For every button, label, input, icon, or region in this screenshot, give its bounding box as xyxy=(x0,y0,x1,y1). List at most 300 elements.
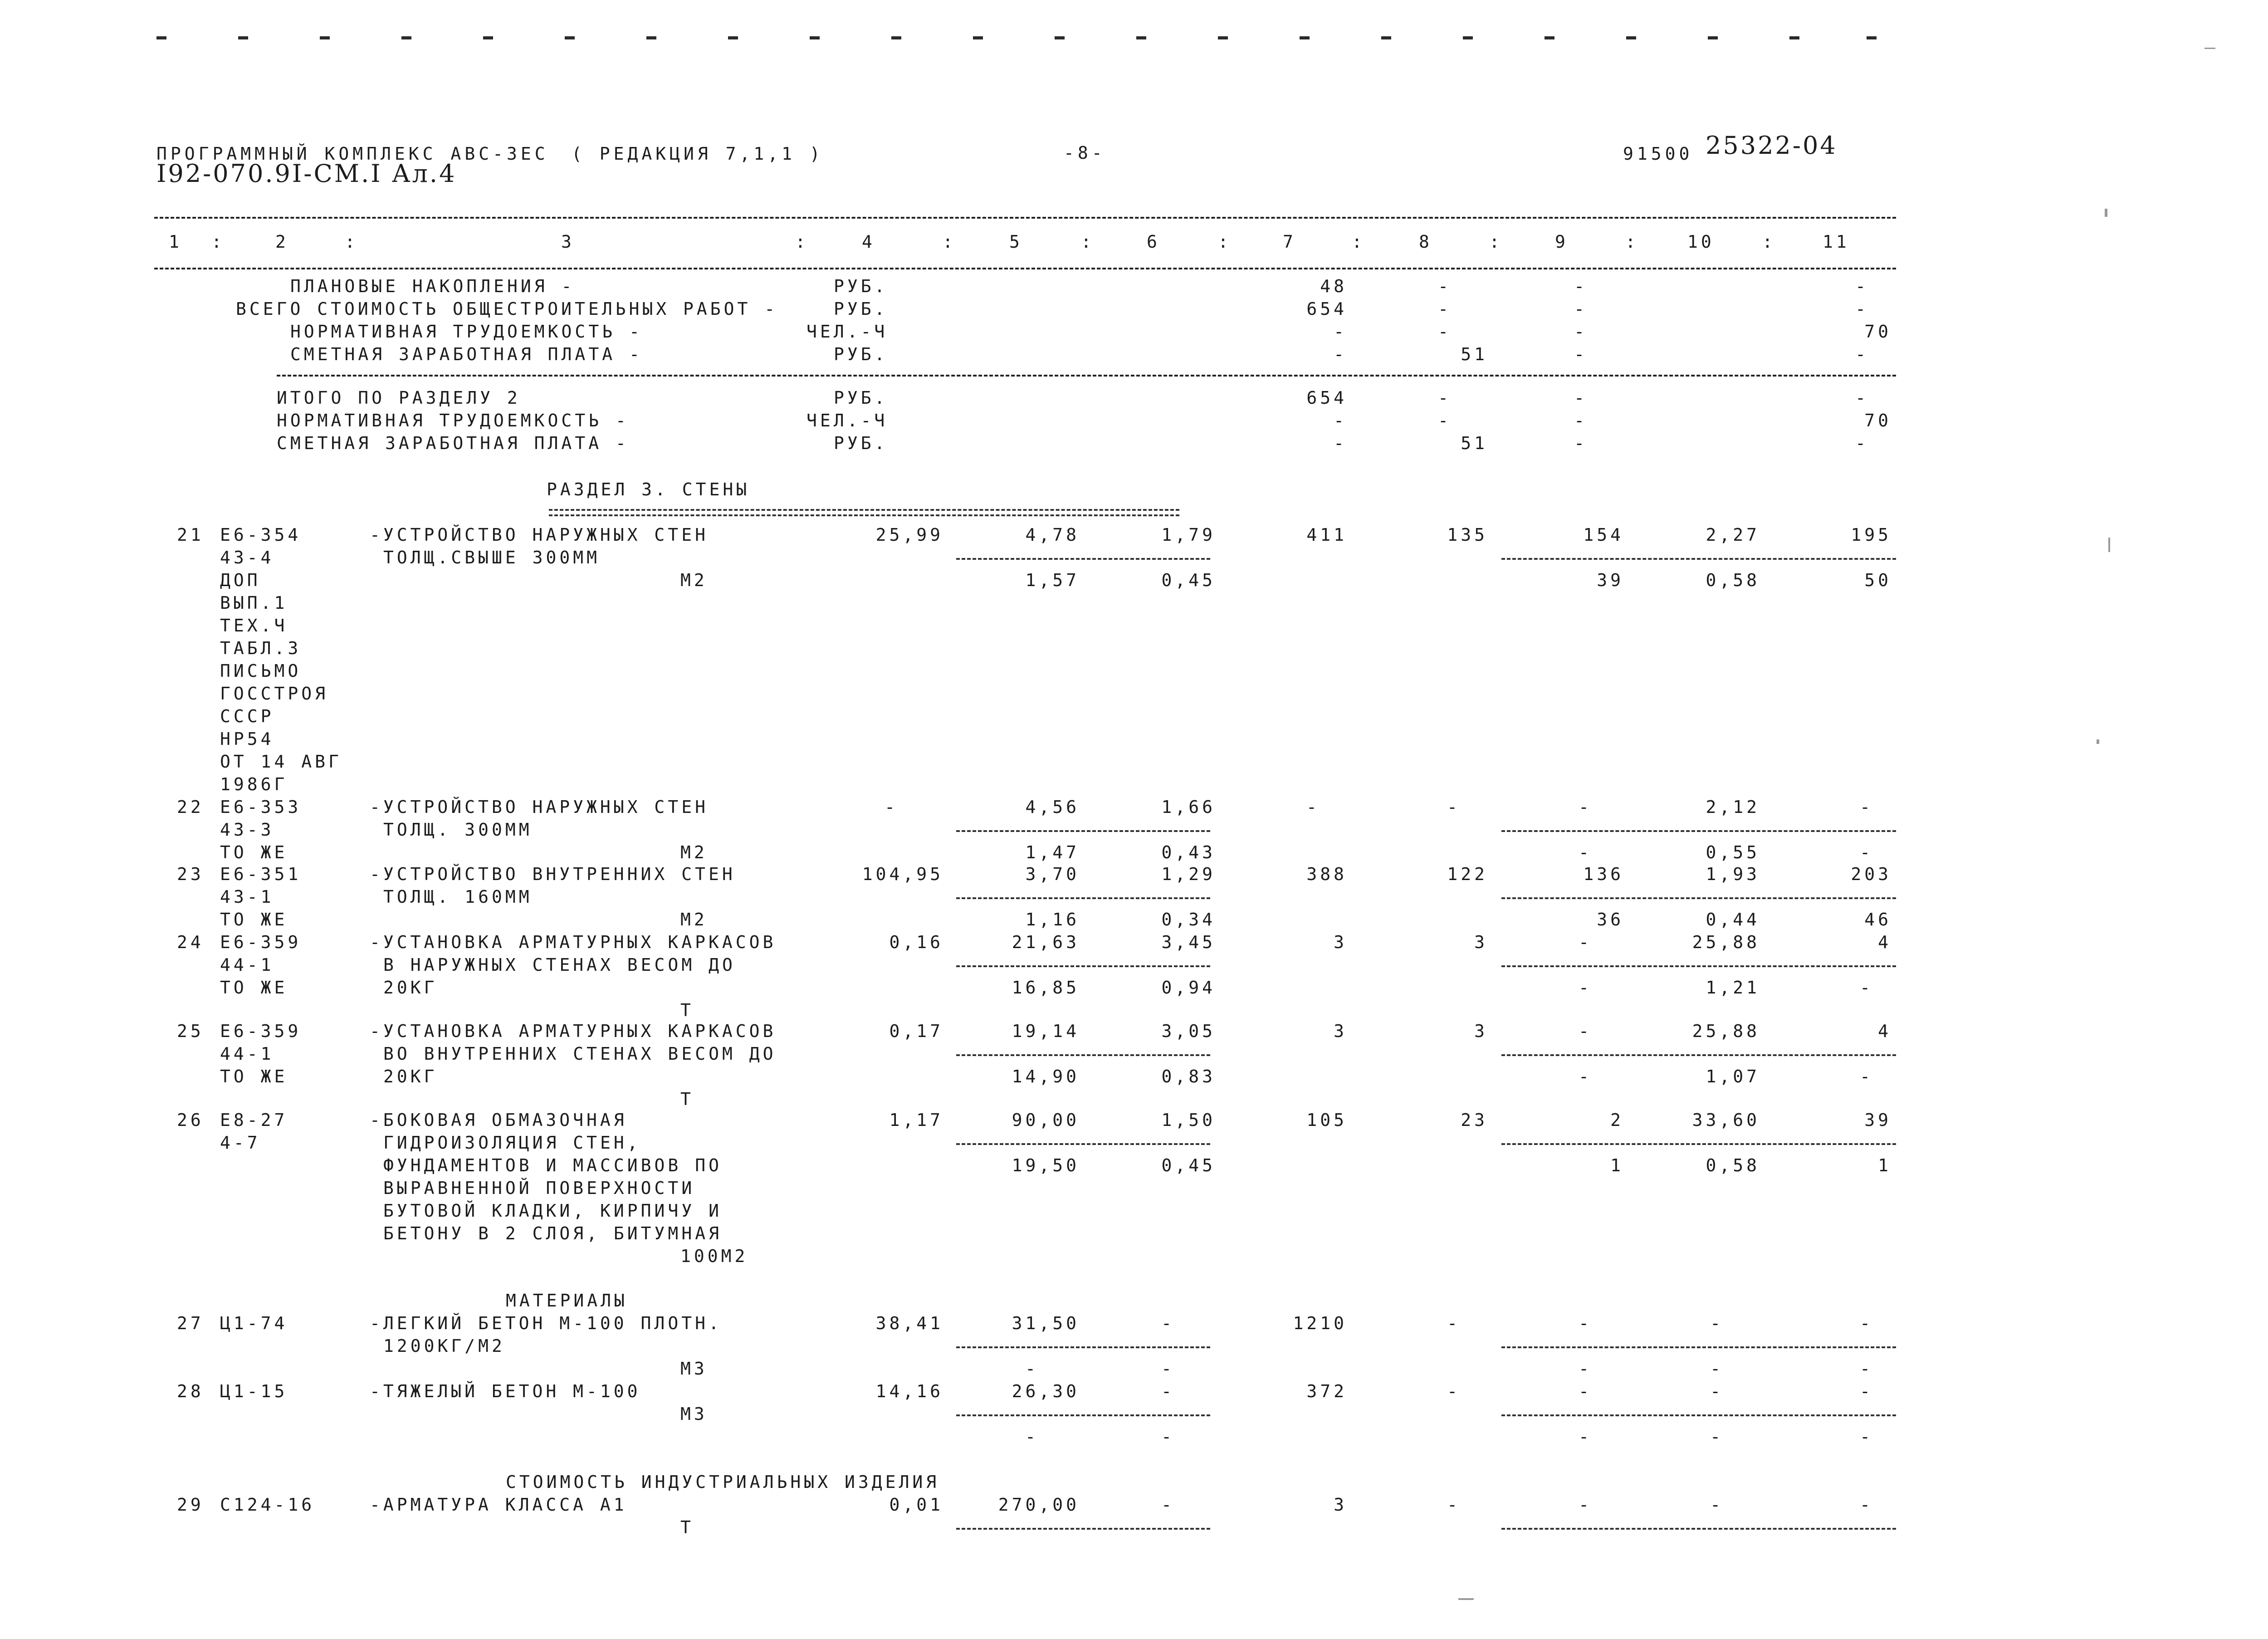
machine-total: - xyxy=(1579,1021,1592,1041)
machinist-labor-total: 46 xyxy=(1864,910,1892,930)
machine-total-wage: 1 xyxy=(1610,1155,1624,1175)
underline xyxy=(956,1054,1210,1056)
labor-unit: 25,88 xyxy=(1692,932,1760,952)
machinist-labor-total: 50 xyxy=(1864,570,1892,590)
dash-mark xyxy=(1463,36,1473,39)
dash-mark xyxy=(1626,36,1636,39)
dash-mark xyxy=(728,36,738,39)
dash-mark xyxy=(1055,36,1065,39)
colon-sep: : xyxy=(1218,232,1232,252)
unit-cost: 270,00 xyxy=(998,1495,1080,1515)
section-title: РАЗДЕЛ 3. СТЕНЫ xyxy=(547,479,750,499)
labor-total: - xyxy=(1860,797,1873,817)
underline xyxy=(956,558,1210,560)
underline xyxy=(1501,1346,1896,1348)
unit-cost: 19,14 xyxy=(1012,1021,1080,1041)
machine-cost: 1,47 xyxy=(1025,842,1080,862)
summary-value: 51 xyxy=(1461,344,1488,364)
item-unit: М2 xyxy=(680,910,708,930)
wage-cost: 3,05 xyxy=(1161,1021,1216,1041)
machine-total-wage: 39 xyxy=(1597,570,1624,590)
item-number: 24 xyxy=(177,932,204,952)
item-code: 43-4 xyxy=(220,548,274,568)
item-number: 21 xyxy=(177,525,204,545)
labor-total: 4 xyxy=(1878,1021,1892,1041)
item-code: ТО ЖЕ xyxy=(220,842,288,862)
machine-total-wage: 36 xyxy=(1597,910,1624,930)
underline xyxy=(956,897,1210,899)
dash-mark xyxy=(401,36,411,39)
item-description: -УСТАНОВКА АРМАТУРНЫХ КАРКАСОВ xyxy=(370,932,777,952)
labor-total: - xyxy=(1860,1313,1873,1333)
total-wage: 3 xyxy=(1474,932,1488,952)
colon-sep: : xyxy=(211,232,225,252)
summary-value: - xyxy=(1855,388,1869,408)
machine-cost: 1,57 xyxy=(1025,570,1080,590)
item-description: -УСТРОЙСТВО НАРУЖНЫХ СТЕН xyxy=(370,797,709,817)
machinist-labor: 1,21 xyxy=(1706,978,1760,998)
item-description: 1200КГ/М2 xyxy=(383,1336,505,1356)
machine-wage: 0,83 xyxy=(1161,1067,1216,1086)
summary-value: 48 xyxy=(1320,276,1347,296)
column-header-2: 2 xyxy=(275,232,289,252)
machinist-labor: 0,58 xyxy=(1706,570,1760,590)
column-header-5: 5 xyxy=(1009,232,1023,252)
summary-label: СМЕТНАЯ ЗАРАБОТНАЯ ПЛАТА - xyxy=(277,433,629,453)
item-description: БУТОВОЙ КЛАДКИ, КИРПИЧУ И xyxy=(383,1201,722,1221)
column-header-9: 9 xyxy=(1555,232,1569,252)
labor-unit: - xyxy=(1710,1381,1724,1401)
item-description: ГИДРОИЗОЛЯЦИЯ СТЕН, xyxy=(383,1133,641,1153)
total-cost: 3 xyxy=(1334,932,1347,952)
summary-value: - xyxy=(1855,299,1869,319)
dash-mark xyxy=(1300,36,1310,39)
unit-cost: 3,70 xyxy=(1025,864,1080,884)
item-unit: М2 xyxy=(680,570,708,590)
machine-wage: 0,45 xyxy=(1161,1155,1216,1175)
column-header-4: 4 xyxy=(862,232,875,252)
underline xyxy=(956,1528,1210,1530)
underline xyxy=(1501,965,1896,967)
summary-value: 51 xyxy=(1461,433,1488,453)
machinist-labor-total: - xyxy=(1860,842,1873,862)
column-header-1: 1 xyxy=(169,232,182,252)
item-description: ТОЛЩ.СВЫШЕ 300ММ xyxy=(383,548,601,568)
item-description: -ТЯЖЕЛЫЙ БЕТОН М-100 xyxy=(370,1381,641,1401)
summary-value: 70 xyxy=(1864,322,1892,342)
labor-unit: - xyxy=(1710,1313,1724,1333)
summary-label: ИТОГО ПО РАЗДЕЛУ 2 xyxy=(277,388,521,408)
summary-value: - xyxy=(1574,299,1588,319)
total-cost: 411 xyxy=(1306,525,1347,545)
summary-value: - xyxy=(1574,276,1588,296)
item-code: ОТ 14 АВГ xyxy=(220,752,342,772)
item-code: 44-1 xyxy=(220,955,274,975)
total-cost: 3 xyxy=(1334,1495,1347,1515)
item-description: -БОКОВАЯ ОБМАЗОЧНАЯ xyxy=(370,1110,627,1130)
underline xyxy=(956,965,1210,967)
item-description: БЕТОНУ В 2 СЛОЯ, БИТУМНАЯ xyxy=(383,1223,722,1243)
colon-sep: : xyxy=(1625,232,1639,252)
summary-value: - xyxy=(1855,433,1869,453)
item-number: 22 xyxy=(177,797,204,817)
column-header-3: 3 xyxy=(561,232,575,252)
unit-cost: 26,30 xyxy=(1012,1381,1080,1401)
underline xyxy=(956,1414,1210,1416)
machine-total: 2 xyxy=(1610,1110,1624,1130)
item-code: 1986Г xyxy=(220,774,288,794)
underline xyxy=(1501,1414,1896,1416)
machine-wage: 0,34 xyxy=(1161,910,1216,930)
summary-value: 70 xyxy=(1864,411,1892,431)
page-number: -8- xyxy=(1064,143,1106,163)
machine-total: - xyxy=(1579,932,1592,952)
wage-cost: 1,66 xyxy=(1161,797,1216,817)
item-description: ТОЛЩ. 300ММ xyxy=(383,820,533,840)
machinist-labor-total: - xyxy=(1860,1359,1873,1379)
item-description: 20КГ xyxy=(383,978,438,998)
machine-wage: - xyxy=(1161,1359,1175,1379)
item-code: Е6-354 xyxy=(220,525,302,545)
column-header-6: 6 xyxy=(1147,232,1160,252)
item-unit: 100М2 xyxy=(680,1246,748,1266)
machine-cost: 14,90 xyxy=(1012,1067,1080,1086)
item-description: В НАРУЖНЫХ СТЕНАХ ВЕСОМ ДО xyxy=(383,955,736,975)
item-description: -УСТРОЙСТВО ВНУТРЕННИХ СТЕН xyxy=(370,864,736,884)
item-code: СССР xyxy=(220,706,274,726)
item-description: ТОЛЩ. 160ММ xyxy=(383,887,533,907)
item-unit: Т xyxy=(680,1517,694,1537)
summary-value: - xyxy=(1334,433,1347,453)
item-code: Ц1-74 xyxy=(220,1313,288,1333)
machine-total: 154 xyxy=(1583,525,1624,545)
program-name: ПРОГРАММНЫЙ КОМПЛЕКС АВС-ЗЕС xyxy=(156,144,549,164)
labor-total: 4 xyxy=(1878,932,1892,952)
wage-cost: - xyxy=(1161,1495,1175,1515)
item-code: ДОП xyxy=(220,570,261,590)
machinist-labor-total: - xyxy=(1860,1427,1873,1447)
labor-unit: 25,88 xyxy=(1692,1021,1760,1041)
machinist-labor: 0,55 xyxy=(1706,842,1760,862)
item-description: ВО ВНУТРЕННИХ СТЕНАХ ВЕСОМ ДО xyxy=(383,1044,777,1064)
dash-mark xyxy=(320,36,330,39)
column-header-10: 10 xyxy=(1687,232,1715,252)
summary-value: - xyxy=(1438,388,1452,408)
item-description: -ЛЕГКИЙ БЕТОН М-100 ПЛОТН. xyxy=(370,1313,722,1333)
summary-label: ВСЕГО СТОИМОСТЬ ОБЩЕСТРОИТЕЛЬНЫХ РАБОТ - xyxy=(236,299,778,319)
summary-value: 654 xyxy=(1306,299,1347,319)
colon-sep: : xyxy=(943,232,956,252)
summary-value: 654 xyxy=(1306,388,1347,408)
item-code: ТАБЛ.3 xyxy=(220,638,302,658)
wage-cost: 1,79 xyxy=(1161,525,1216,545)
unit-cost: 21,63 xyxy=(1012,932,1080,952)
labor-unit: 2,12 xyxy=(1706,797,1760,817)
dash-mark xyxy=(810,36,820,39)
column-header-7: 7 xyxy=(1283,232,1296,252)
machinist-labor: - xyxy=(1710,1359,1724,1379)
summary-label: ПЛАНОВЫЕ НАКОПЛЕНИЯ - xyxy=(290,276,575,296)
machinist-labor-total: - xyxy=(1860,1067,1873,1086)
total-wage: - xyxy=(1447,1381,1461,1401)
colon-sep: : xyxy=(1489,232,1503,252)
labor-total: - xyxy=(1860,1381,1873,1401)
item-code: Е6-359 xyxy=(220,932,302,952)
summary-unit: РУБ. xyxy=(834,388,888,408)
quantity: 14,16 xyxy=(875,1381,943,1401)
item-code: ВЫП.1 xyxy=(220,593,288,613)
underline xyxy=(956,1346,1210,1348)
summary-label: СМЕТНАЯ ЗАРАБОТНАЯ ПЛАТА - xyxy=(290,344,643,364)
unit-cost: 4,56 xyxy=(1025,797,1080,817)
item-number: 23 xyxy=(177,864,204,884)
machine-cost: 16,85 xyxy=(1012,978,1080,998)
item-unit: М3 xyxy=(680,1359,708,1379)
summary-value: - xyxy=(1574,344,1588,364)
unit-cost: 90,00 xyxy=(1012,1110,1080,1130)
underline xyxy=(956,830,1210,832)
labor-unit: 1,93 xyxy=(1706,864,1760,884)
total-wage: 135 xyxy=(1447,525,1488,545)
dash-mark xyxy=(891,36,901,39)
dash-mark xyxy=(1136,36,1146,39)
item-code: ТЕХ.Ч xyxy=(220,616,288,636)
item-code: НР54 xyxy=(220,729,274,749)
materials-title: МАТЕРИАЛЫ xyxy=(506,1291,628,1311)
machine-total-wage: - xyxy=(1579,1067,1592,1086)
unit-cost: 4,78 xyxy=(1025,525,1080,545)
machinist-labor: 0,44 xyxy=(1706,910,1760,930)
doc-prefix: 91500 xyxy=(1623,144,1693,164)
quantity: 0,16 xyxy=(889,932,943,952)
doc-number: 25322-04 xyxy=(1706,131,1838,160)
dash-mark xyxy=(156,36,166,39)
rule xyxy=(277,375,1896,377)
summary-value: - xyxy=(1334,411,1347,431)
machine-total: 136 xyxy=(1583,864,1624,884)
summary-value: - xyxy=(1855,344,1869,364)
total-cost: 1210 xyxy=(1293,1313,1347,1333)
scan-mark xyxy=(2204,48,2215,49)
quantity: 0,01 xyxy=(889,1495,943,1515)
machine-total: - xyxy=(1579,1313,1592,1333)
item-number: 26 xyxy=(177,1110,204,1130)
item-code: 4-7 xyxy=(220,1133,261,1153)
item-number: 29 xyxy=(177,1495,204,1515)
summary-unit: ЧЕЛ.-Ч xyxy=(807,322,888,342)
summary-value: - xyxy=(1334,322,1347,342)
summary-unit: ЧЕЛ.-Ч xyxy=(807,411,888,431)
item-code: Ц1-15 xyxy=(220,1381,288,1401)
machinist-labor: 1,07 xyxy=(1706,1067,1760,1086)
underline xyxy=(1501,1054,1896,1056)
edition: ( РЕДАКЦИЯ 7,1,1 ) xyxy=(572,144,824,164)
machine-total: - xyxy=(1579,1495,1592,1515)
summary-value: - xyxy=(1438,322,1452,342)
quantity: 104,95 xyxy=(862,864,943,884)
dash-mark xyxy=(1381,36,1391,39)
item-code: 44-1 xyxy=(220,1044,274,1064)
labor-total: - xyxy=(1860,1495,1873,1515)
item-code: ГОССТРОЯ xyxy=(220,684,329,704)
item-code: Е8-27 xyxy=(220,1110,288,1130)
item-unit: М3 xyxy=(680,1404,708,1424)
labor-total: 203 xyxy=(1851,864,1892,884)
item-description: -АРМАТУРА КЛАССА А1 xyxy=(370,1495,627,1515)
summary-unit: РУБ. xyxy=(834,276,888,296)
total-wage: - xyxy=(1447,797,1461,817)
summary-unit: РУБ. xyxy=(834,299,888,319)
machine-total-wage: - xyxy=(1579,978,1592,998)
summary-value: - xyxy=(1574,433,1588,453)
dash-mark xyxy=(973,36,983,39)
machine-cost: 19,50 xyxy=(1012,1155,1080,1175)
summary-value: - xyxy=(1574,322,1588,342)
total-cost: 3 xyxy=(1334,1021,1347,1041)
summary-unit: РУБ. xyxy=(834,344,888,364)
item-number: 27 xyxy=(177,1313,204,1333)
colon-sep: : xyxy=(795,232,809,252)
scan-mark xyxy=(2108,538,2110,552)
item-code: Е6-351 xyxy=(220,864,302,884)
column-header-11: 11 xyxy=(1823,232,1850,252)
machine-wage: 0,43 xyxy=(1161,842,1216,862)
colon-sep: : xyxy=(1762,232,1776,252)
item-code: ПИСЬМО xyxy=(220,661,302,681)
summary-value: - xyxy=(1855,276,1869,296)
summary-value: - xyxy=(1334,344,1347,364)
dash-mark xyxy=(1545,36,1554,39)
machinist-labor-total: 1 xyxy=(1878,1155,1892,1175)
total-wage: 122 xyxy=(1447,864,1488,884)
machine-wage: 0,94 xyxy=(1161,978,1216,998)
machine-cost: - xyxy=(1025,1427,1039,1447)
quantity: 38,41 xyxy=(875,1313,943,1333)
underline xyxy=(1501,1528,1896,1530)
machinist-labor: 0,58 xyxy=(1706,1155,1760,1175)
item-code: 43-1 xyxy=(220,887,274,907)
item-code: 43-3 xyxy=(220,820,274,840)
quantity: 0,17 xyxy=(889,1021,943,1041)
total-wage: - xyxy=(1447,1313,1461,1333)
labor-unit: - xyxy=(1710,1495,1724,1515)
underline xyxy=(1501,830,1896,832)
rule xyxy=(154,217,1896,219)
item-description: ФУНДАМЕНТОВ И МАССИВОВ ПО xyxy=(383,1155,722,1175)
unit-cost: 31,50 xyxy=(1012,1313,1080,1333)
summary-label: НОРМАТИВНАЯ ТРУДОЕМКОСТЬ - xyxy=(290,322,643,342)
wage-cost: 1,29 xyxy=(1161,864,1216,884)
colon-sep: : xyxy=(1081,232,1095,252)
machine-total-wage: - xyxy=(1579,1359,1592,1379)
column-header-8: 8 xyxy=(1419,232,1432,252)
summary-value: - xyxy=(1574,388,1588,408)
dash-mark xyxy=(483,36,493,39)
dash-mark xyxy=(1708,36,1718,39)
machine-total: - xyxy=(1579,797,1592,817)
dash-mark xyxy=(238,36,248,39)
item-code: ТО ЖЕ xyxy=(220,910,288,930)
item-description: 20КГ xyxy=(383,1067,438,1086)
summary-value: - xyxy=(1438,276,1452,296)
machine-cost: - xyxy=(1025,1359,1039,1379)
dash-mark xyxy=(1867,36,1877,39)
item-code: Е6-353 xyxy=(220,797,302,817)
labor-unit: 33,60 xyxy=(1692,1110,1760,1130)
summary-value: - xyxy=(1574,411,1588,431)
total-cost: 105 xyxy=(1306,1110,1347,1130)
dash-mark xyxy=(1789,36,1799,39)
double-rule xyxy=(549,509,1179,516)
summary-value: - xyxy=(1438,411,1452,431)
summary-label: НОРМАТИВНАЯ ТРУДОЕМКОСТЬ - xyxy=(277,411,629,431)
machinist-labor-total: - xyxy=(1860,978,1873,998)
total-cost: 388 xyxy=(1306,864,1347,884)
machine-wage: - xyxy=(1161,1427,1175,1447)
scan-mark xyxy=(2097,739,2099,744)
dash-mark xyxy=(646,36,656,39)
machine-wage: 0,45 xyxy=(1161,570,1216,590)
labor-total: 195 xyxy=(1851,525,1892,545)
underline xyxy=(1501,897,1896,899)
total-cost: 372 xyxy=(1306,1381,1347,1401)
colon-sep: : xyxy=(1352,232,1365,252)
total-wage: 23 xyxy=(1461,1110,1488,1130)
dash-mark xyxy=(1218,36,1228,39)
document-subtitle: I92-070.9I-СМ.I Ал.4 xyxy=(156,159,457,188)
item-unit: М2 xyxy=(680,842,708,862)
underline xyxy=(1501,558,1896,560)
item-code: ТО ЖЕ xyxy=(220,1067,288,1086)
summary-value: - xyxy=(1438,299,1452,319)
item-code: Е6-359 xyxy=(220,1021,302,1041)
wage-cost: 1,50 xyxy=(1161,1110,1216,1130)
item-code: С124-16 xyxy=(220,1495,315,1515)
item-description: -УСТАНОВКА АРМАТУРНЫХ КАРКАСОВ xyxy=(370,1021,777,1041)
item-number: 28 xyxy=(177,1381,204,1401)
scan-mark xyxy=(2105,209,2107,217)
underline xyxy=(1501,1143,1896,1145)
colon-sep: : xyxy=(345,232,358,252)
labor-total: 39 xyxy=(1864,1110,1892,1130)
total-wage: - xyxy=(1447,1495,1461,1515)
item-code: ТО ЖЕ xyxy=(220,978,288,998)
industrial-title: СТОИМОСТЬ ИНДУСТРИАЛЬНЫХ ИЗДЕЛИЯ xyxy=(506,1472,940,1492)
item-unit: Т xyxy=(680,1000,694,1020)
machinist-labor: - xyxy=(1710,1427,1724,1447)
dash-mark xyxy=(565,36,575,39)
rule xyxy=(154,268,1896,269)
item-description: -УСТРОЙСТВО НАРУЖНЫХ СТЕН xyxy=(370,525,709,545)
wage-cost: 3,45 xyxy=(1161,932,1216,952)
underline xyxy=(956,1143,1210,1145)
machine-total-wage: - xyxy=(1579,842,1592,862)
total-cost: - xyxy=(1306,797,1320,817)
item-unit: Т xyxy=(680,1089,694,1109)
item-number: 25 xyxy=(177,1021,204,1041)
wage-cost: - xyxy=(1161,1381,1175,1401)
labor-unit: 2,27 xyxy=(1706,525,1760,545)
quantity: - xyxy=(885,797,898,817)
scan-mark xyxy=(1458,1598,1474,1600)
quantity: 25,99 xyxy=(875,525,943,545)
machine-cost: 1,16 xyxy=(1025,910,1080,930)
wage-cost: - xyxy=(1161,1313,1175,1333)
total-wage: 3 xyxy=(1474,1021,1488,1041)
machine-total-wage: - xyxy=(1579,1427,1592,1447)
summary-unit: РУБ. xyxy=(834,433,888,453)
item-description: ВЫРАВНЕННОЙ ПОВЕРХНОСТИ xyxy=(383,1178,695,1198)
